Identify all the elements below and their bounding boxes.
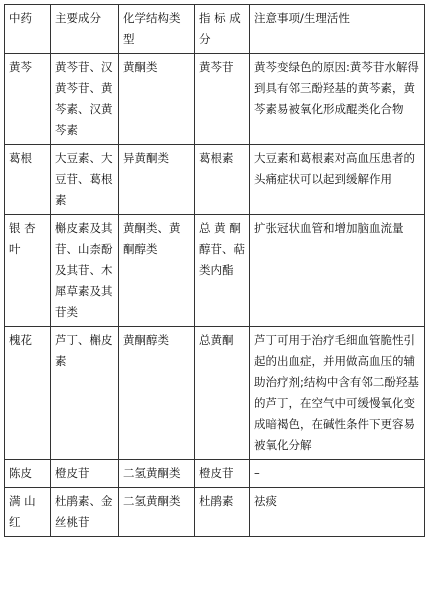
structure-type: 黄酮醇类 (119, 327, 195, 460)
structure-type: 异黄酮类 (119, 145, 195, 215)
notes: 芦丁可用于治疗毛细血管脆性引起的出血症，并用做高血压的辅助治疗剂;结构中含有邻二酚羟基的芦丁，在空气中可缓慢氧化变成暗褐色，在碱性条件下更容易被氧化分解 (250, 327, 425, 460)
herb-name: 银 杏 叶 (5, 215, 51, 327)
notes: 扩张冠状血管和增加脑血流量 (250, 215, 425, 327)
header-marker-component: 指 标 成 分 (195, 5, 250, 54)
marker-component: 橙皮苷 (195, 460, 250, 488)
notes: 祛痰 (250, 488, 425, 537)
notes: 黄芩变绿色的原因:黄芩苷水解得到具有邻三酚羟基的黄芩素，黄芩素易被氧化形成醌类化合物 (250, 54, 425, 145)
structure-type: 黄酮类、黄酮醇类 (119, 215, 195, 327)
table-header-row (5, 5, 425, 54)
marker-component: 黄芩苷 (195, 54, 250, 145)
herb-name: 黄芩 (5, 54, 51, 145)
notes: – (250, 460, 425, 488)
marker-component: 总 黄 酮 醇苷、萜类内酯 (195, 215, 250, 327)
marker-component: 葛根素 (195, 145, 250, 215)
main-components: 芦丁、槲皮素 (51, 327, 119, 460)
structure-type: 二氢黄酮类 (119, 488, 195, 537)
header-main-components: 主要成分 (51, 5, 119, 54)
header-herb: 中药 (5, 5, 51, 54)
header-structure-type: 化学结构类型 (119, 5, 195, 54)
main-components: 杜鹃素、金丝桃苷 (51, 488, 119, 537)
herb-name: 槐花 (5, 327, 51, 460)
table-row (5, 145, 425, 215)
herb-table (4, 4, 425, 537)
marker-component: 总黄酮 (195, 327, 250, 460)
table-row (5, 54, 425, 145)
main-components: 大豆素、大豆苷、葛根素 (51, 145, 119, 215)
table-row (5, 488, 425, 537)
notes: 大豆素和葛根素对高血压患者的头痛症状可以起到缓解作用 (250, 145, 425, 215)
header-notes: 注意事项/生理活性 (250, 5, 425, 54)
main-components: 黄芩苷、汉黄芩苷、黄芩素、汉黄芩素 (51, 54, 119, 145)
table-row (5, 327, 425, 460)
herb-name: 满 山 红 (5, 488, 51, 537)
structure-type: 黄酮类 (119, 54, 195, 145)
table-row (5, 215, 425, 327)
main-components: 槲皮素及其苷、山柰酚及其苷、木犀草素及其苷类 (51, 215, 119, 327)
marker-component: 杜鹃素 (195, 488, 250, 537)
herb-name: 葛根 (5, 145, 51, 215)
main-components: 橙皮苷 (51, 460, 119, 488)
table-row (5, 460, 425, 488)
structure-type: 二氢黄酮类 (119, 460, 195, 488)
herb-name: 陈皮 (5, 460, 51, 488)
